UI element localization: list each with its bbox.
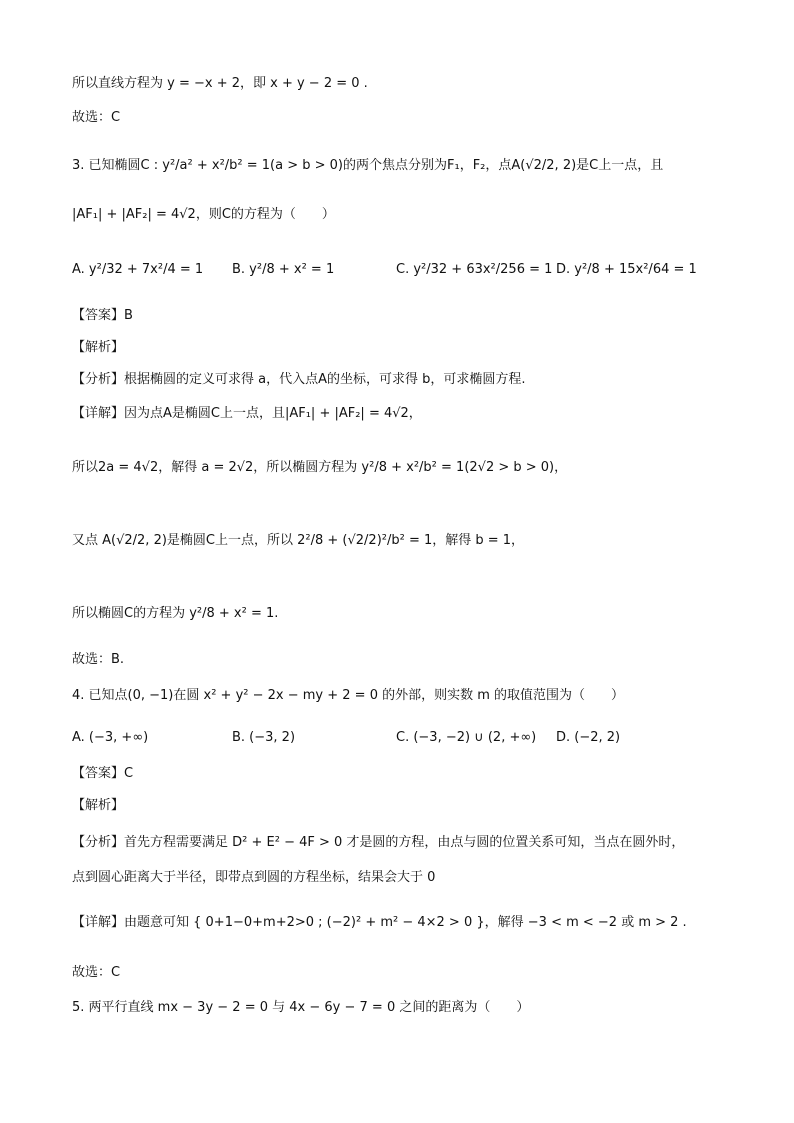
line-1: 所以直线方程为 y = −x + 2，即 x + y − 2 = 0 . xyxy=(72,76,368,91)
q4-choose: 故选：C xyxy=(72,965,121,980)
q4-answer: 【答案】C xyxy=(72,766,134,781)
q3-option-b: B. y²/8 + x² = 1 xyxy=(232,262,335,277)
q3-jiexi: 【解析】 xyxy=(72,340,125,355)
q3-stem-2: |AF₁| + |AF₂| = 4√2，则C的方程为（ ） xyxy=(72,207,335,222)
q3-option-d: D. y²/8 + 15x²/64 = 1 xyxy=(556,262,697,277)
q3-fenxi: 【分析】根据椭圆的定义可求得 a，代入点A的坐标，可求得 b，可求椭圆方程. xyxy=(72,372,526,387)
q4-fenxi-2: 点到圆心距离大于半径，即带点到圆的方程坐标，结果会大于 0 xyxy=(72,870,436,885)
q3-choose: 故选：B. xyxy=(72,652,125,667)
q4-xiangjie: 【详解】由题意可知 { 0+1−0+m+2>0 ; (−2)² + m² − 4×2 > 0 }，解得 −3 < m < −2 或 m > 2 . xyxy=(72,915,687,930)
q3-step-2: 又点 A(√2/2, 2)是椭圆C上一点，所以 2²/8 + (√2/2)²/b² = 1，解得 b = 1， xyxy=(72,533,525,548)
q3-answer: 【答案】B xyxy=(72,308,133,323)
line-2: 故选：C xyxy=(72,110,121,125)
q4-option-a: A. (−3, +∞) xyxy=(72,730,149,745)
q3-stem: 3. 已知椭圆C : y²/a² + x²/b² = 1(a > b > 0)的两个焦点分别为F₁，F₂，点A(√2/2, 2)是C上一点，且 xyxy=(72,158,664,173)
q3-step-3: 所以椭圆C的方程为 y²/8 + x² = 1. xyxy=(72,606,279,621)
q4-option-c: C. (−3, −2) ∪ (2, +∞) xyxy=(396,730,537,745)
q4-jiexi: 【解析】 xyxy=(72,798,125,813)
q3-step-1: 所以2a = 4√2，解得 a = 2√2，所以椭圆方程为 y²/8 + x²/b² = 1(2√2 > b > 0)， xyxy=(72,460,568,475)
q4-stem: 4. 已知点(0, −1)在圆 x² + y² − 2x − my + 2 = 0 的外部，则实数 m 的取值范围为（ ） xyxy=(72,688,625,703)
q4-option-b: B. (−3, 2) xyxy=(232,730,296,745)
q3-xiangjie: 【详解】因为点A是椭圆C上一点，且|AF₁| + |AF₂| = 4√2， xyxy=(72,406,422,421)
q4-option-d: D. (−2, 2) xyxy=(556,730,621,745)
q3-option-a: A. y²/32 + 7x²/4 = 1 xyxy=(72,262,204,277)
q3-option-c: C. y²/32 + 63x²/256 = 1 xyxy=(396,262,553,277)
q5-stem: 5. 两平行直线 mx − 3y − 2 = 0 与 4x − 6y − 7 = 0 之间的距离为（ ） xyxy=(72,1000,530,1015)
q4-fenxi: 【分析】首先方程需要满足 D² + E² − 4F > 0 才是圆的方程，由点与圆的位置关系可知，当点在圆外时， xyxy=(72,835,685,850)
